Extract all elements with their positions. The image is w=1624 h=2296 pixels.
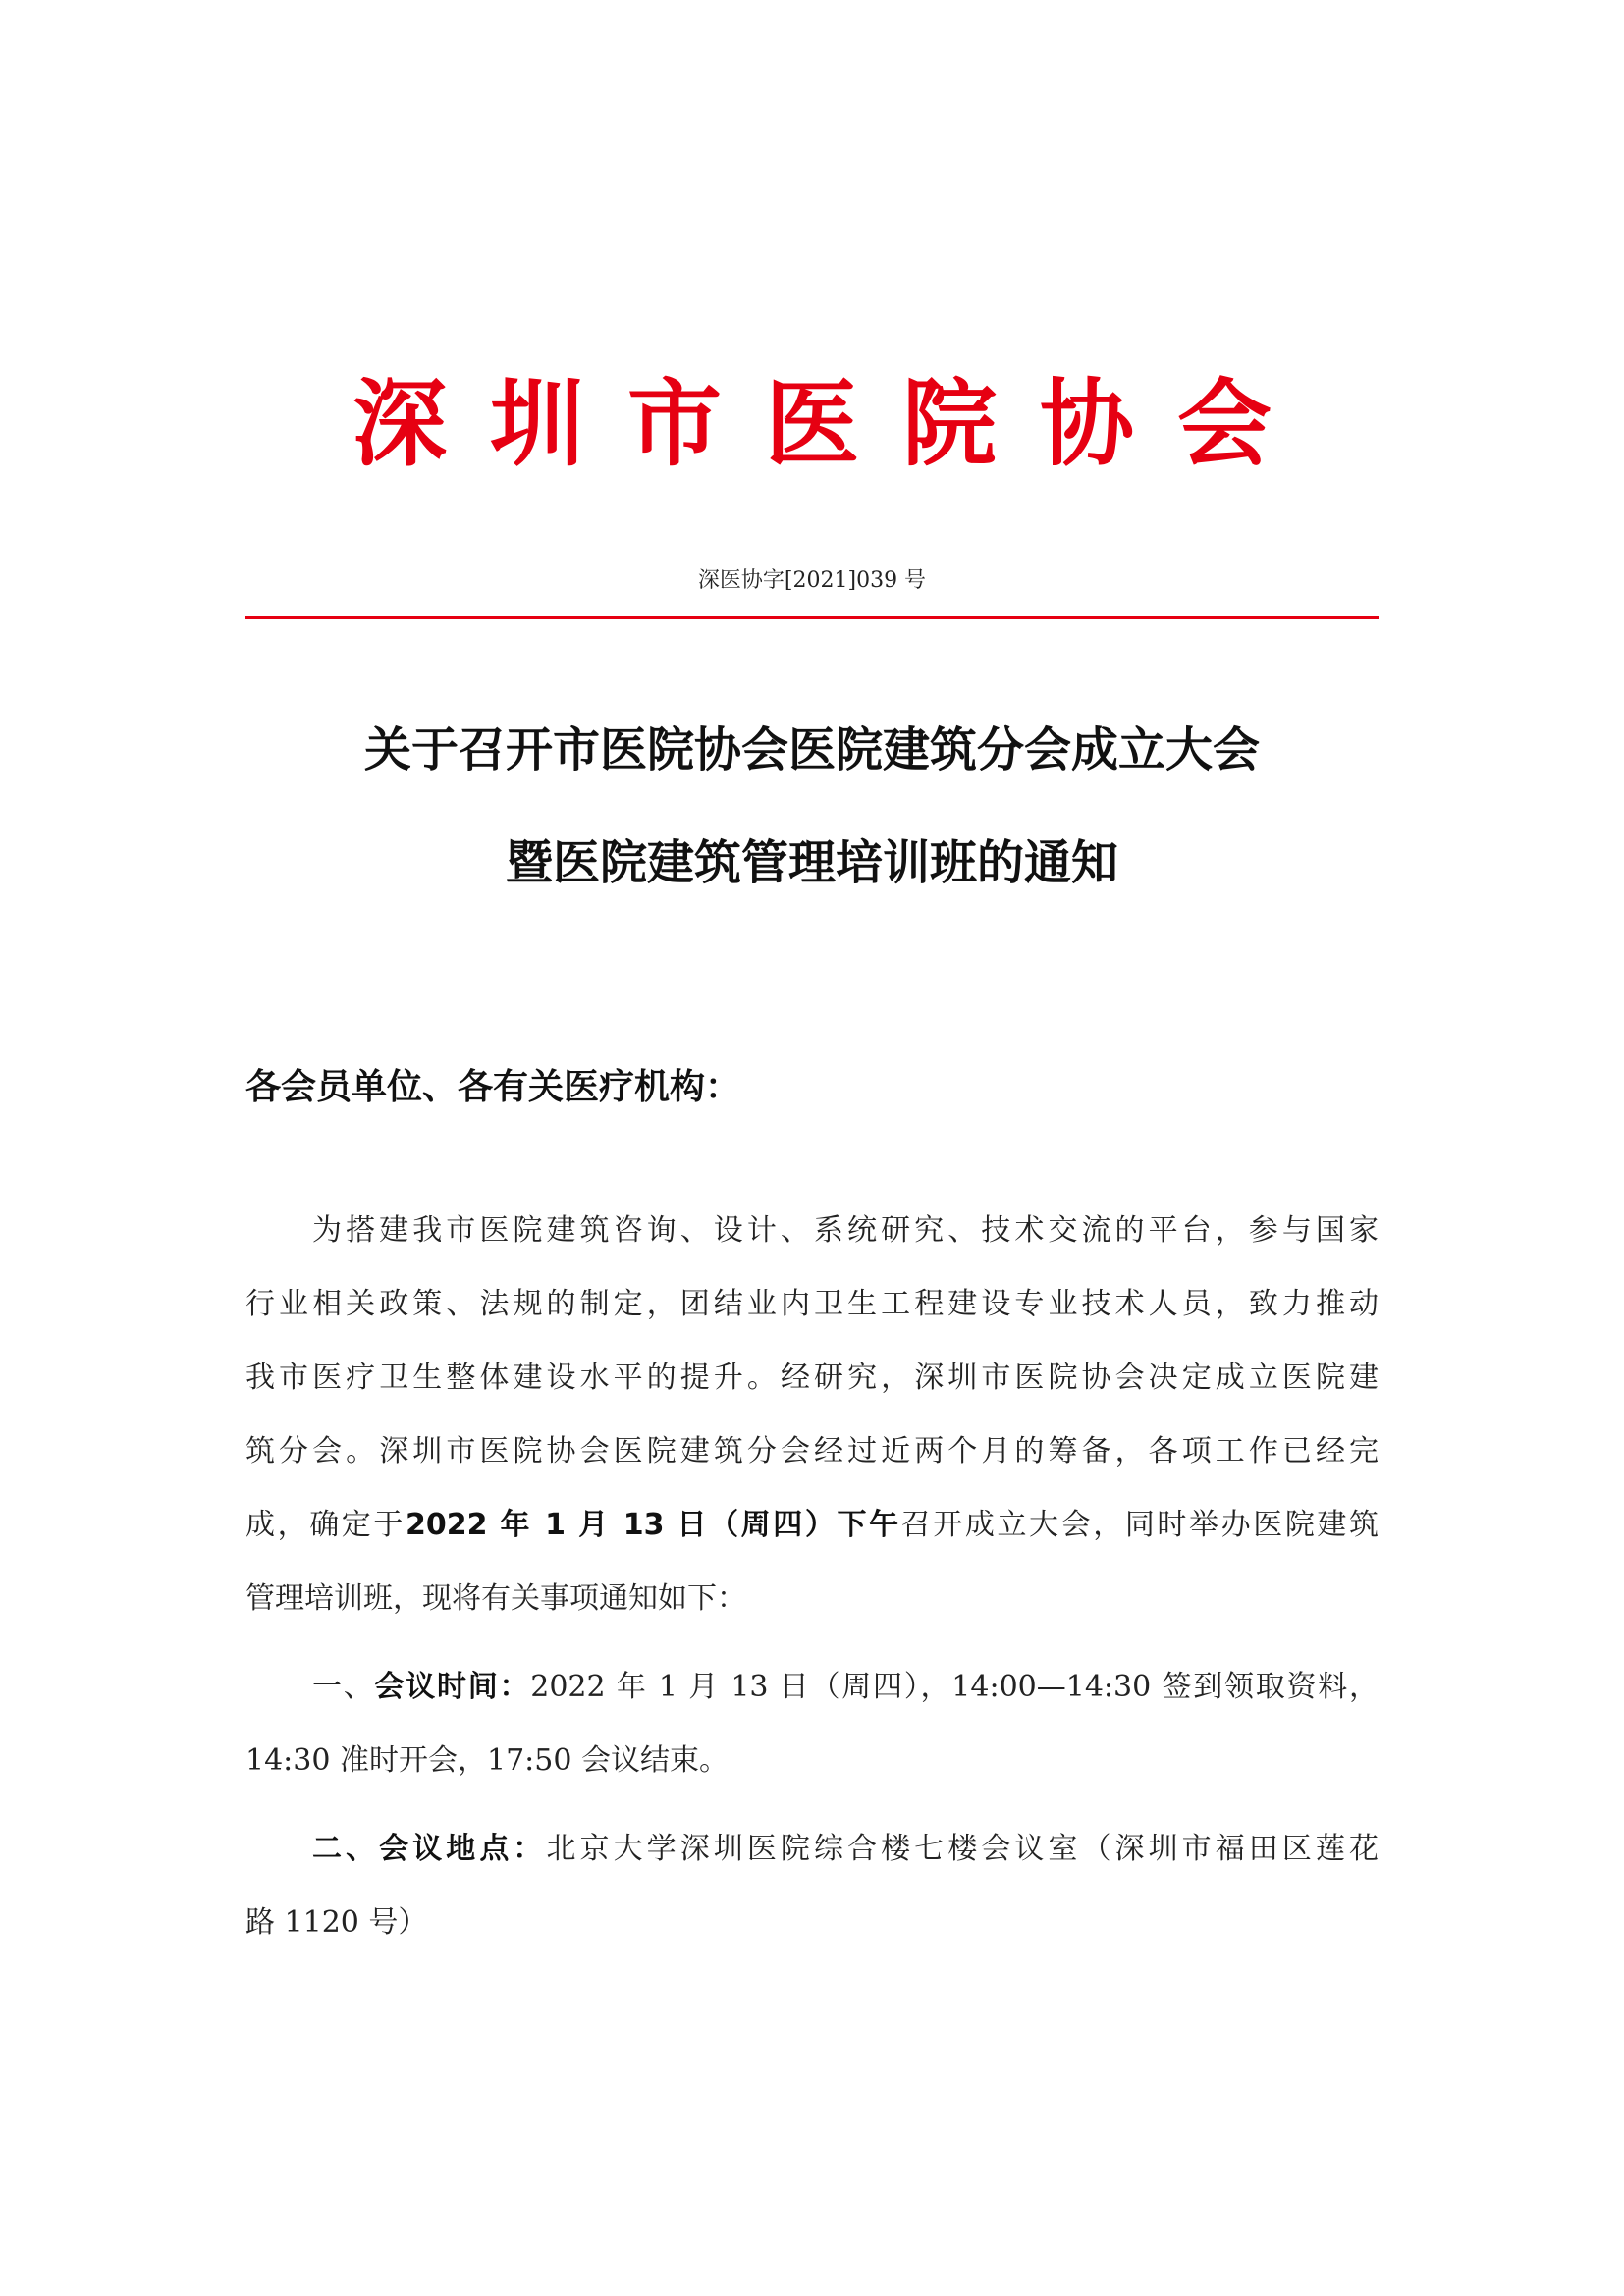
paragraph-1-line-3: 我市医疗卫生整体建设水平的提升。经研究，深圳市医院协会决定成立医院建 [245,1361,1379,1395]
document-title-line-1: 关于召开市医院协会医院建筑分会成立大会 [363,722,1260,777]
meeting-date-highlight: 2022 年 1 月 13 日（周四）下午 [405,1508,901,1542]
meeting-time-text: 2022 年 1 月 13 日（周四），14:00—14:30 签到领取资料， [530,1670,1379,1704]
paragraph-1-line-2: 行业相关政策、法规的制定，团结业内卫生工程建设专业技术人员，致力推动 [245,1287,1379,1321]
meeting-time-prefix: 一、 [312,1670,375,1704]
document-number: 深医协字[2021]039 号 [697,568,927,593]
meeting-location-label: 二、会议地点： [312,1832,547,1866]
meeting-location-text: 北京大学深圳医院综合楼七楼会议室（深圳市福田区莲花 [546,1832,1379,1866]
meeting-time-label: 会议时间： [374,1670,531,1704]
document-title-line-2: 暨医院建筑管理培训班的通知 [505,835,1118,890]
paragraph-1-line-4: 筑分会。深圳市医院协会医院建筑分会经过近两个月的筹备，各项工作已经完 [245,1434,1379,1468]
meeting-time-line-1 [245,1664,1379,1711]
meeting-location-line-2: 路 1120 号） [245,1905,428,1940]
paragraph-1-line-5 [245,1502,1379,1549]
paragraph-1-line-6: 管理培训班，现将有关事项通知如下： [245,1581,746,1616]
paragraph-1-line-5-lead: 成，确定于 [245,1508,406,1542]
organization-masthead: 深圳市医院协会 [352,369,1315,479]
meeting-location-line-1 [245,1826,1379,1873]
paragraph-1-line-1: 为搭建我市医院建筑咨询、设计、系统研究、技术交流的平台，参与国家 [312,1213,1379,1248]
meeting-time-line-2: 14:30 准时开会，17:50 会议结束。 [245,1743,729,1778]
header-divider [245,616,1379,619]
salutation: 各会员单位、各有关医疗机构： [245,1067,741,1107]
paragraph-1-line-5-tail: 召开成立大会，同时举办医院建筑 [900,1508,1379,1542]
